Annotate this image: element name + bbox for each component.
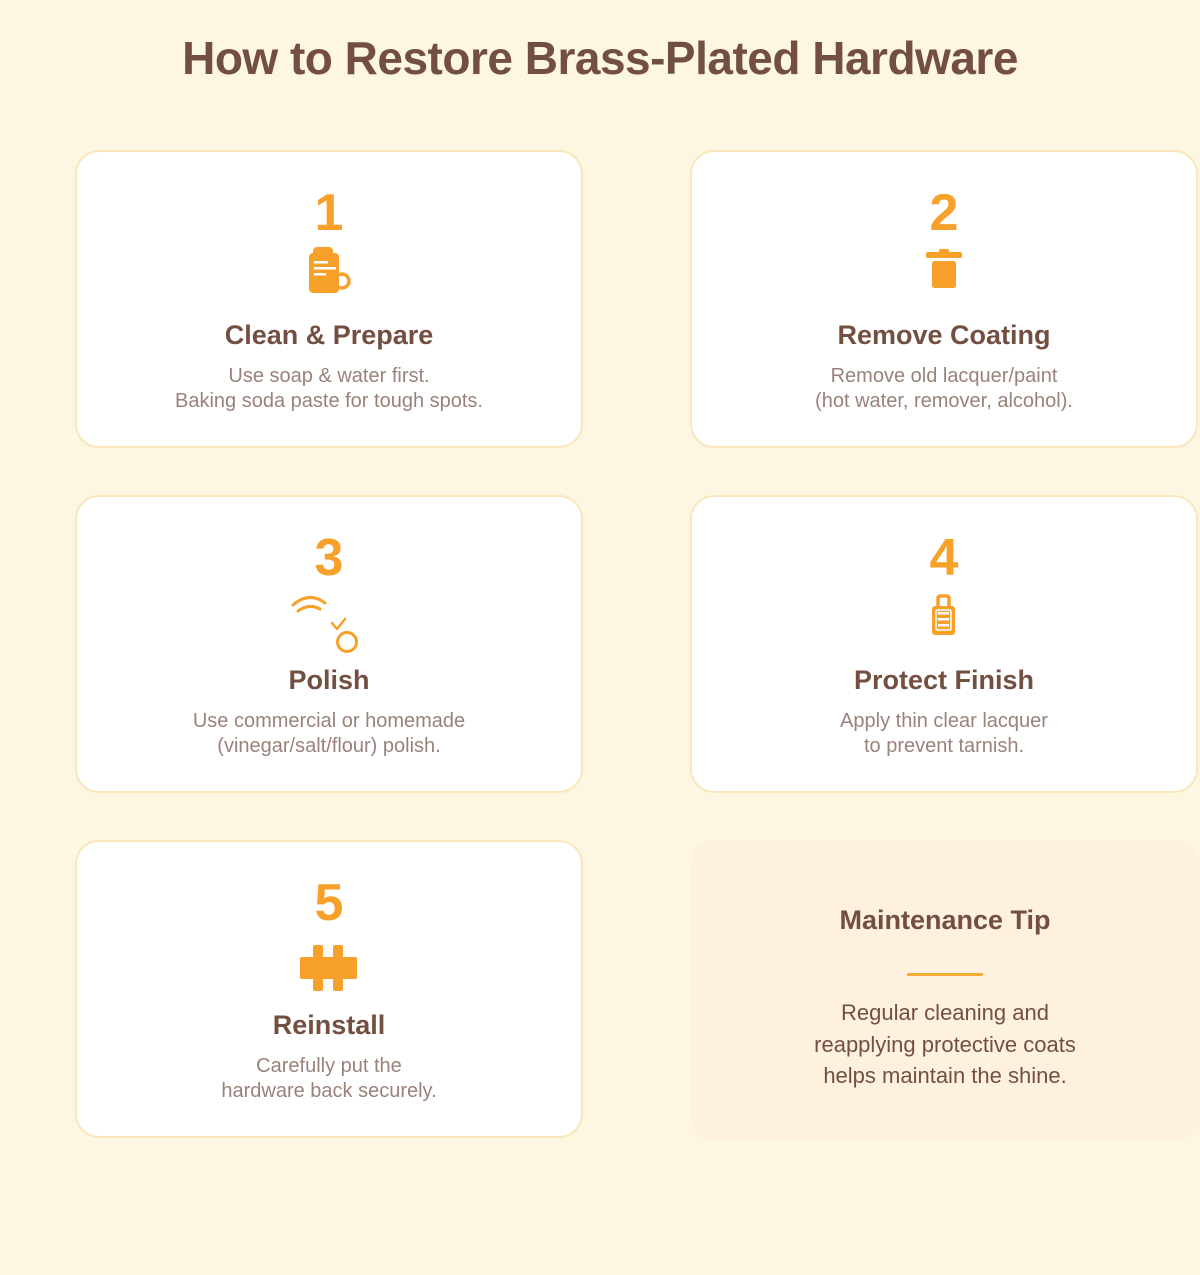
step-title: Clean & Prepare: [224, 320, 434, 350]
step-description: [77, 1054, 581, 1104]
step-number: 5: [314, 874, 344, 932]
step-description-line: Apply thin clear lacquer: [840, 710, 1048, 732]
step-card-5: [75, 840, 583, 1138]
step-description: [77, 709, 581, 759]
step-card-1: [75, 150, 583, 448]
step-card-4: [690, 495, 1198, 793]
tip-divider: [907, 973, 983, 976]
step-description-line: Carefully put the: [256, 1055, 402, 1077]
step-description-line: to prevent tarnish.: [863, 735, 1025, 757]
step-description-line: Use soap & water first.: [228, 365, 430, 387]
step-description-line: Remove old lacquer/paint: [830, 365, 1058, 387]
step-description-line: hardware back securely.: [221, 1080, 437, 1102]
lacquer-bottle-icon: [909, 589, 979, 643]
step-number: 1: [314, 184, 344, 242]
tip-text-line: helps maintain the shine.: [823, 1063, 1067, 1088]
trash-can-icon: [909, 244, 979, 298]
step-description: [692, 364, 1196, 414]
step-description-line: Baking soda paste for tough spots.: [175, 390, 483, 412]
cleaning-supplies-icon: [294, 244, 364, 298]
page-title: How to Restore Brass-Plated Hardware: [182, 32, 1018, 84]
maintenance-tip-card: [690, 840, 1200, 1140]
polish-shine-icon: [289, 591, 369, 657]
tip-text-line: reapplying protective coats: [814, 1031, 1076, 1057]
step-title: Polish: [288, 665, 370, 695]
step-title: Reinstall: [272, 1010, 386, 1040]
step-description: [692, 709, 1196, 759]
step-number: 3: [314, 529, 344, 587]
tip-text-line: Regular cleaning and: [841, 1000, 1049, 1025]
step-number: 4: [929, 529, 959, 587]
step-description: [77, 364, 581, 414]
tip-text: [690, 997, 1200, 1092]
step-card-3: [75, 495, 583, 793]
tip-title: Maintenance Tip: [839, 905, 1051, 935]
hardware-bracket-icon: [294, 942, 364, 996]
step-description-line: Use commercial or homemade: [192, 710, 466, 732]
step-title: Protect Finish: [853, 665, 1035, 695]
step-title: Remove Coating: [837, 320, 1051, 350]
step-number: 2: [929, 184, 959, 242]
step-description-line: (hot water, remover, alcohol).: [815, 390, 1073, 412]
step-description-line: (vinegar/salt/flour) polish.: [217, 735, 441, 757]
step-card-2: [690, 150, 1198, 448]
